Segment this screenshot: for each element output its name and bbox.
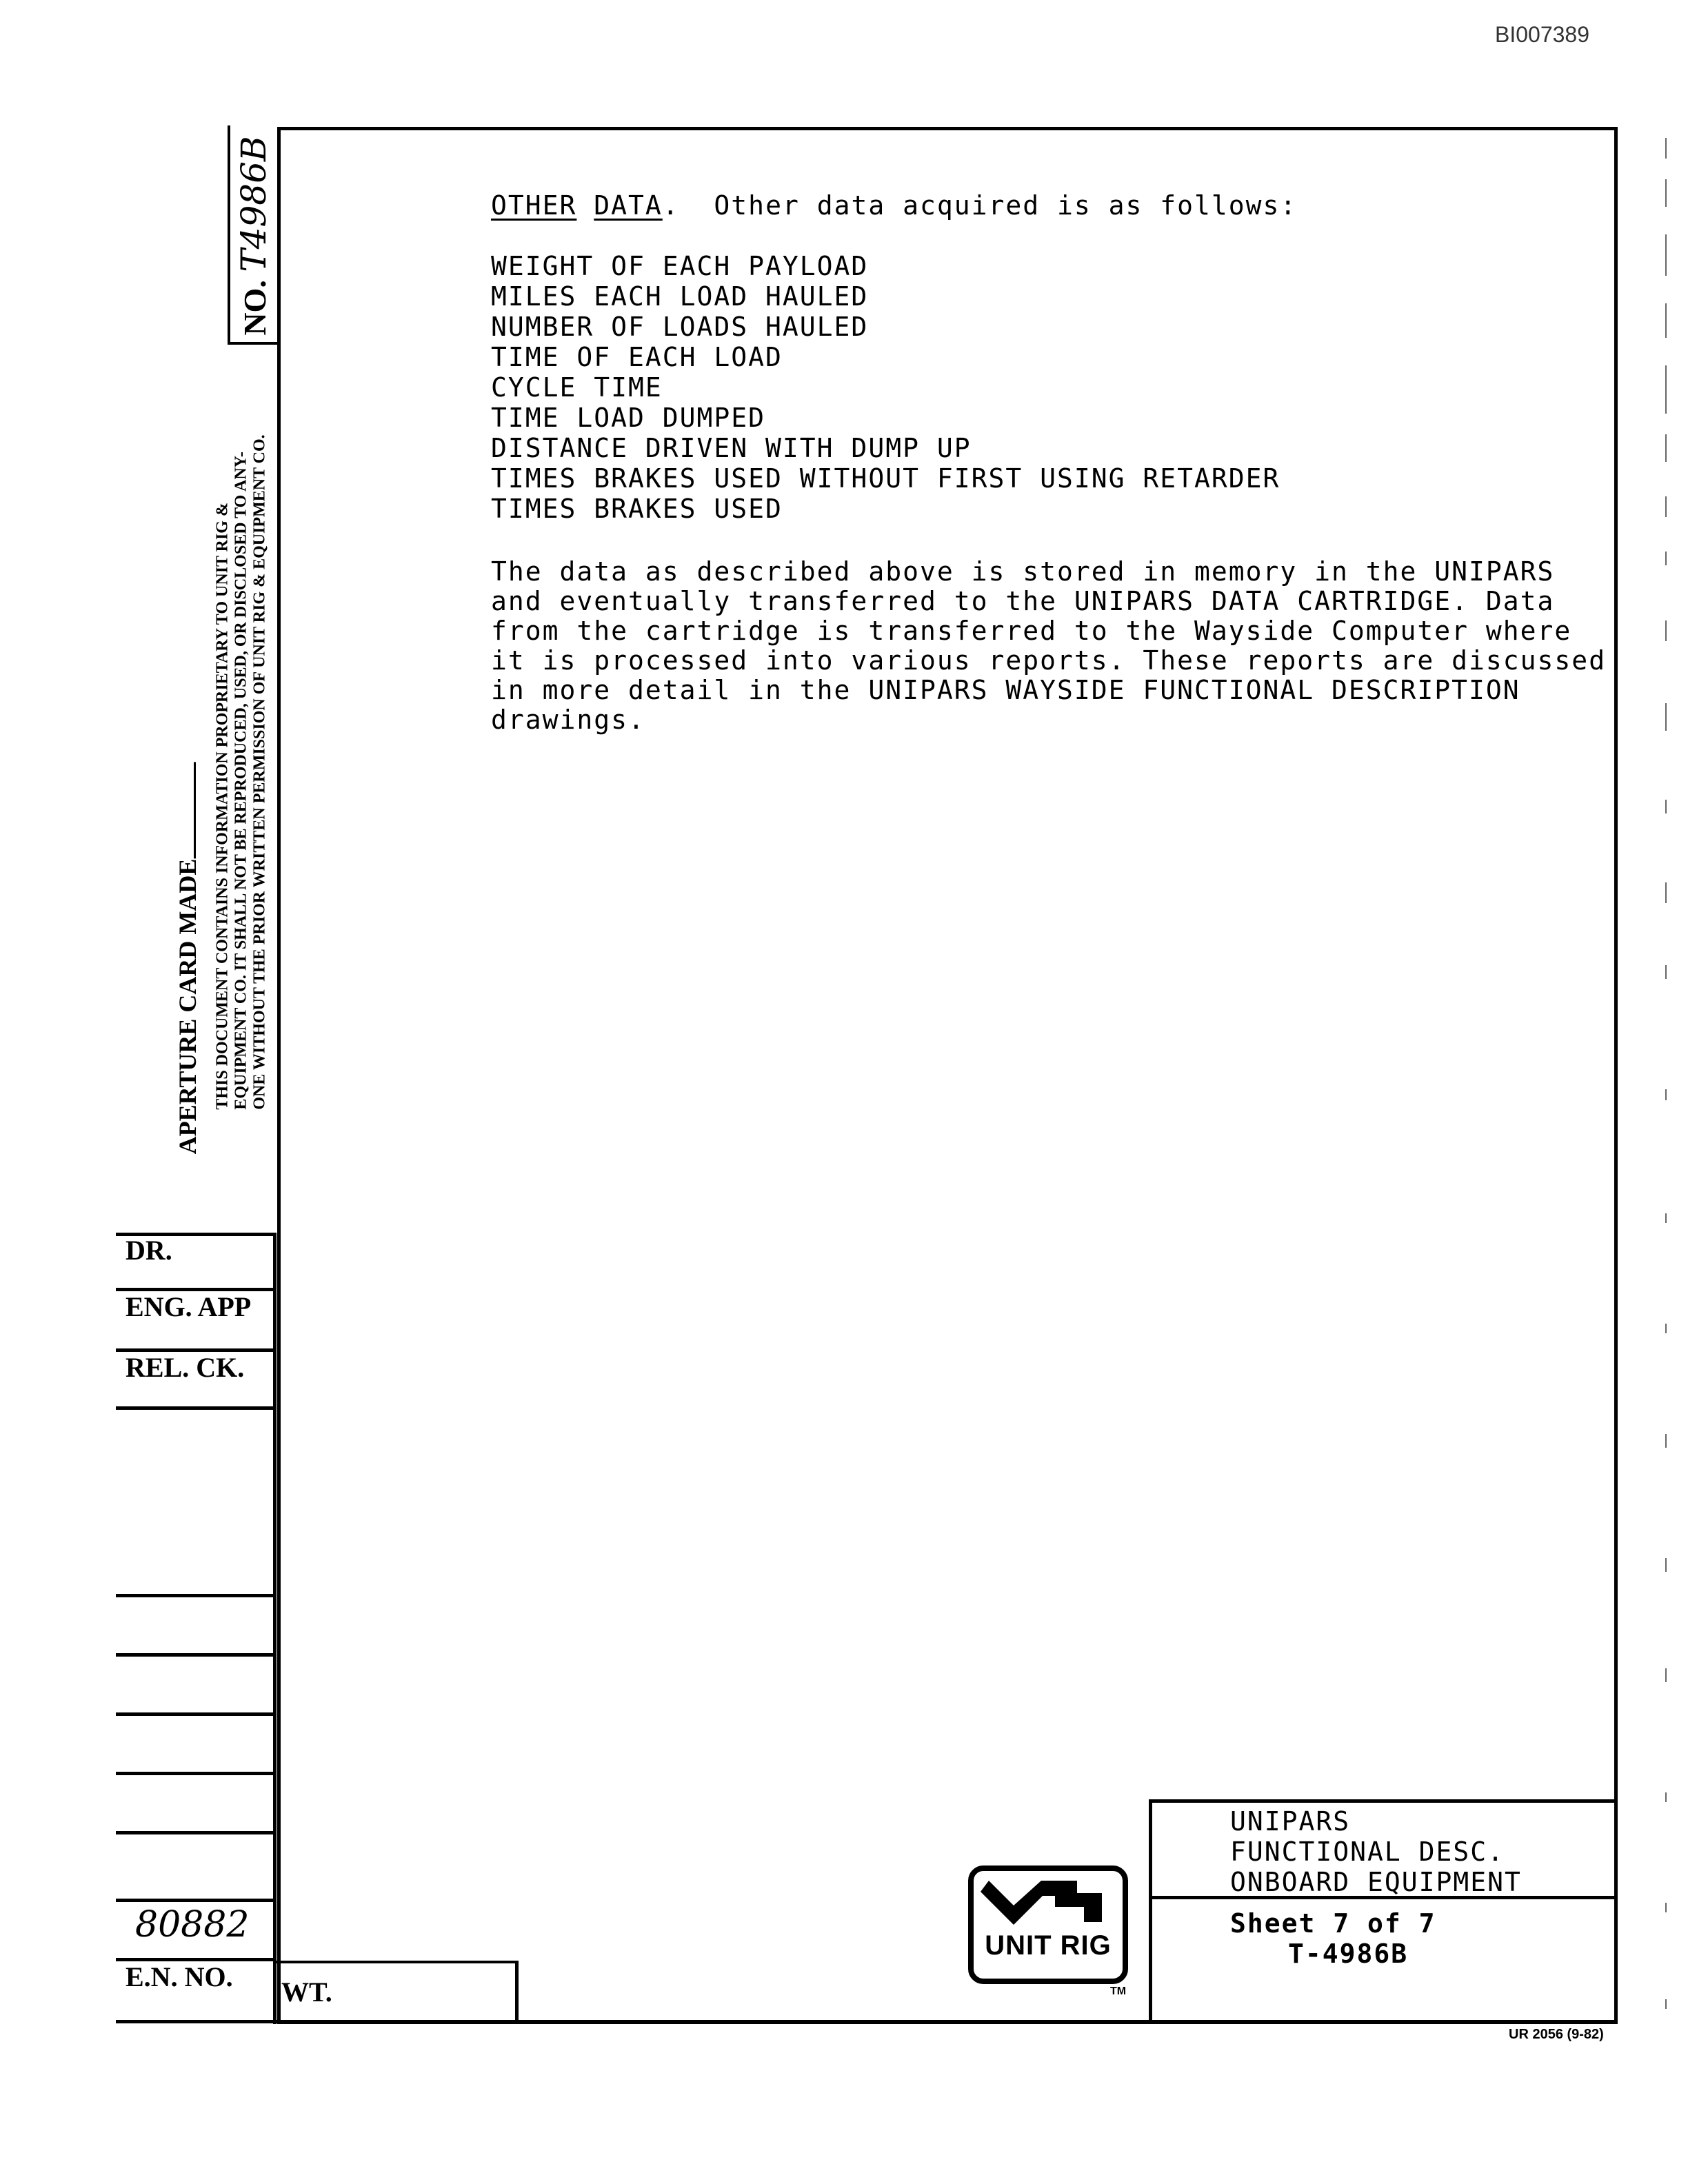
row-rule [116, 1406, 276, 1410]
scan-edge-marks [1663, 138, 1670, 2068]
aperture-card-blank [194, 762, 196, 859]
section-heading [491, 190, 1297, 221]
drawing-number-value: T4986B [234, 136, 274, 272]
dr-label: DR. [125, 1235, 172, 1266]
data-item: DISTANCE DRIVEN WITH DUMP UP [491, 433, 972, 463]
data-item: TIMES BRAKES USED [491, 494, 783, 524]
row-rule [116, 1772, 276, 1775]
sheet-number: Sheet 7 of 7 [1230, 1908, 1436, 1939]
drawing-number-label: NO. [237, 280, 272, 336]
title-block-title [1230, 1806, 1522, 1897]
title-line: FUNCTIONAL DESC. [1230, 1837, 1505, 1867]
heading-term-data: DATA [594, 190, 663, 221]
row-rule [116, 1594, 276, 1597]
description-paragraph: The data as described above is stored in memory in the UNIPARS and eventually transferred to the UNIPARS DATA CARTRIDGE. Data from the cartridge is transferred to the Wayside Computer where it is processed into various reports. These reports are discussed in more detail in the UNIPARS WAYSIDE FUNCTIONAL DESCRIPTION drawings. [491, 556, 1607, 735]
row-rule [116, 1712, 276, 1716]
row-rule [116, 1653, 276, 1657]
data-item: MILES EACH LOAD HAULED [491, 281, 869, 312]
proprietary-notice-line: THIS DOCUMENT CONTAINS INFORMATION PROPRIETARY TO UNIT RIG & [213, 503, 232, 1110]
unit-rig-emblem-icon [974, 1871, 1123, 1940]
en-number: 80882 [135, 1904, 250, 1945]
wt-label: WT. [281, 1976, 332, 2008]
proprietary-notice-line: EQUIPMENT CO. IT SHALL NOT BE REPRODUCED, USED, OR DISCLOSED TO ANY- [232, 452, 250, 1110]
reference-id: BI007389 [1495, 22, 1590, 47]
proprietary-notice [214, 434, 270, 1109]
rel-ck-label: REL. CK. [125, 1352, 245, 1383]
data-item: TIMES BRAKES USED WITHOUT FIRST USING RETARDER [491, 463, 1280, 494]
data-item: TIME LOAD DUMPED [491, 403, 766, 433]
heading-term-other: OTHER [491, 190, 577, 221]
heading-rest: . Other data acquired is as follows: [662, 190, 1298, 221]
title-line: ONBOARD EQUIPMENT [1230, 1867, 1522, 1897]
data-item: NUMBER OF LOADS HAULED [491, 312, 869, 342]
data-item: TIME OF EACH LOAD [491, 342, 783, 372]
en-no-label: E.N. NO. [125, 1961, 233, 1992]
data-items-list [491, 251, 1280, 524]
sheet-info [1230, 1908, 1436, 1969]
data-item: WEIGHT OF EACH PAYLOAD [491, 251, 869, 281]
title-line: UNIPARS [1230, 1806, 1351, 1837]
aperture-card-label: APERTURE CARD MADE [173, 762, 202, 1155]
drawing-reference: T-4986B [1288, 1939, 1409, 1969]
trademark-mark: TM [1110, 1985, 1127, 1997]
form-number: UR 2056 (9-82) [1509, 2027, 1604, 2042]
drawing-number [234, 136, 274, 335]
unit-rig-logo [968, 1866, 1128, 1984]
logo-text: UNIT RIG [985, 1930, 1112, 1961]
row-rule [116, 1831, 276, 1834]
row-rule [116, 1899, 276, 1902]
proprietary-notice-line: ONE WITHOUT THE PRIOR WRITTEN PERMISSION OF UNIT RIG & EQUIPMENT CO. [250, 434, 269, 1110]
eng-app-label: ENG. APP [125, 1291, 252, 1322]
data-item: CYCLE TIME [491, 372, 663, 403]
